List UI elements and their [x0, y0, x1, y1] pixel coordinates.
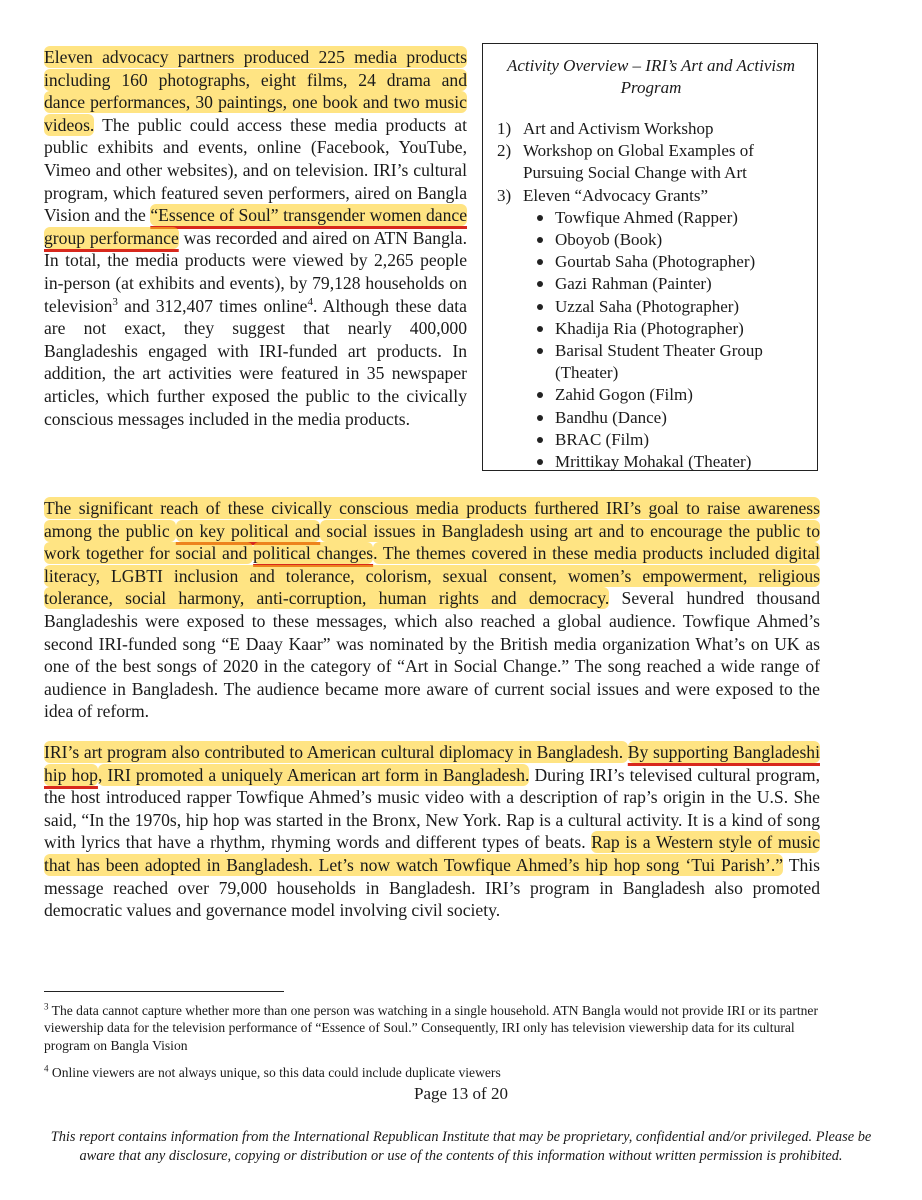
- highlighted-text: Eleven advocacy partners produced 225 media products including 160 photographs, eight films, 24 drama and dance performances, 30 paintings, one book and two music videos.: [44, 47, 467, 135]
- list-item-text: Eleven “Advocacy Grants”: [523, 185, 709, 205]
- footnote-divider: [44, 991, 284, 992]
- footnote-ref-3[interactable]: 3: [112, 295, 118, 308]
- body-text: Several hundred thousand Bangladeshis were exposed to these messages, which also reached a global audience. Towfique Ahmed’s second IRI-funded song “E Daay Kaar” was nominated by the British media organization What’s on UK as one of the best songs of 2020 in the category of “Art in Social Change.” The song reached a wide range of audience in Bangladesh. The audience became more aware of current social issues and were exposed to the idea of reform.: [44, 588, 820, 722]
- activity-list: [497, 118, 813, 473]
- highlighted-text: , IRI promoted a uniquely American art form in Bangladesh.: [97, 764, 530, 785]
- grant-item: Gourtab Saha (Photographer): [523, 251, 813, 273]
- grant-item: Uzzal Saha (Photographer): [523, 296, 813, 318]
- paragraph-media-products: [44, 46, 467, 430]
- grant-item: Bandhu (Dance): [523, 407, 813, 429]
- bullet-icon: [537, 304, 543, 310]
- list-number: 1): [497, 119, 512, 138]
- bullet-icon: [537, 348, 543, 354]
- footnote-text: The data cannot capture whether more than one person was watching in a single household. ATN Bangla would not provide IRI or its partner viewership data for the television performance of “Essence of Soul.” Consequently, IRI only has television viewership data for its cultural program on Bangla Vision: [44, 1003, 818, 1053]
- underlined-highlighted-text: “Essence of Soul” transgender women dance group performance: [44, 205, 468, 248]
- footnote-mark: 3: [44, 1001, 49, 1012]
- paragraph-cultural-diplomacy: [44, 741, 820, 922]
- bullet-icon: [537, 437, 543, 443]
- list-item-text: Art and Activism Workshop: [523, 119, 714, 138]
- list-number: 2): [497, 141, 512, 161]
- bullet-icon: [537, 215, 543, 221]
- grant-item: BRAC (Film): [523, 429, 813, 451]
- bullet-icon: [537, 326, 543, 332]
- underlined-highlighted-text: By supporting Bangladeshi hip hop: [44, 742, 820, 785]
- grant-item: Khadija Ria (Photographer): [523, 318, 813, 340]
- list-item: [497, 118, 813, 140]
- bullet-icon: [537, 237, 543, 243]
- footnote-4: [44, 1064, 820, 1081]
- grant-item: Oboyob (Book): [523, 229, 813, 251]
- bullet-icon: [537, 259, 543, 265]
- body-text: This message reached over 79,000 households in Bangladesh. IRI’s program in Bangladesh also promoted democratic values and governance model involving civil society.: [44, 854, 821, 921]
- activity-overview-box: [482, 43, 818, 471]
- list-item-text: Workshop on Global Examples of Pursuing Social Change with Art: [523, 141, 754, 183]
- footnote-ref-4[interactable]: 4: [307, 295, 313, 308]
- body-text: and 312,407 times online: [117, 295, 308, 316]
- body-text: The public could access these media products at public exhibits and events, online (Facebook, YouTube, Vimeo and other websites), and on television. IRI’s cultural program, which featured seven performers, aired on Bangla Vision and the: [44, 114, 467, 226]
- highlighted-text: . The themes covered in these media products included digital literacy, LGBTI inclusion and tolerance, colorism, sexual consent, women’s empowerment, religious tolerance, social harmony, anti-corruption, human rights and democracy.: [44, 543, 821, 609]
- underlined-highlighted-text: on key political and: [175, 520, 321, 541]
- highlighted-text: social issues in Bangladesh using art and to encourage the public to work together for social and: [44, 520, 820, 564]
- grant-list: [523, 207, 813, 473]
- list-item: [497, 140, 813, 184]
- list-item: [497, 185, 813, 474]
- page-number: Page 13 of 20: [414, 1084, 508, 1103]
- highlighted-text: IRI’s art program also contributed to American cultural diplomacy in Bangladesh.: [44, 742, 628, 762]
- body-text: was recorded and aired on ATN Bangla. In total, the media products were viewed by 2,265 people in-person (at exhibits and events), by 79,128 households on television: [44, 227, 467, 316]
- body-text: During IRI’s televised cultural program, the host introduced rapper Towfique Ahmed’s music video with a description of rap’s origin in the U.S. She said, “In the 1970s, hip hop was started in the Bronx, New York. Rap is a cultural activity. It is a kind of song with lyrics that have a rhythm, rhyming words and different types of beats.: [44, 764, 820, 853]
- box-title: Activity Overview – IRI’s Art and Activism Program: [507, 56, 795, 98]
- bullet-icon: [537, 392, 543, 398]
- bullet-icon: [537, 415, 543, 421]
- paragraph-reach: [44, 497, 820, 723]
- bullet-icon: [537, 281, 543, 287]
- grant-item: Barisal Student Theater Group (Theater): [523, 340, 813, 384]
- confidentiality-disclaimer: This report contains information from the International Republican Institute that may be proprietary, confidential and/or privileged. Please be aware that any disclosure, copying or distribution or use of the contents of this information without written permission is prohibited.: [50, 1129, 872, 1164]
- grant-item: Gazi Rahman (Painter): [523, 273, 813, 295]
- bullet-icon: [537, 459, 543, 465]
- underlined-highlighted-text: political changes: [253, 543, 374, 564]
- footnote-mark: 4: [44, 1063, 49, 1074]
- grant-item: Mrittikay Mohakal (Theater): [523, 451, 813, 473]
- highlighted-text: The significant reach of these civically conscious media products furthered IRI’s goal to raise awareness among the public: [44, 498, 820, 541]
- body-text: . Although these data are not exact, they suggest that nearly 400,000 Bangladeshis engaged with IRI-funded art products. In addition, the art activities were featured in 35 newspaper articles, which further exposed the public to the civically conscious messages included in the media products.: [44, 295, 467, 429]
- list-number: 3): [497, 185, 512, 205]
- highlighted-text: Rap is a Western style of music that has been adopted in Bangladesh. Let’s now watch Towfique Ahmed’s hip hop song ‘Tui Parish’.”: [44, 832, 820, 875]
- grant-item: Towfique Ahmed (Rapper): [523, 207, 813, 229]
- footnote-3: [44, 1002, 820, 1054]
- footnote-text: Online viewers are not always unique, so this data could include duplicate viewers: [48, 1065, 501, 1080]
- grant-item: Zahid Gogon (Film): [523, 384, 813, 406]
